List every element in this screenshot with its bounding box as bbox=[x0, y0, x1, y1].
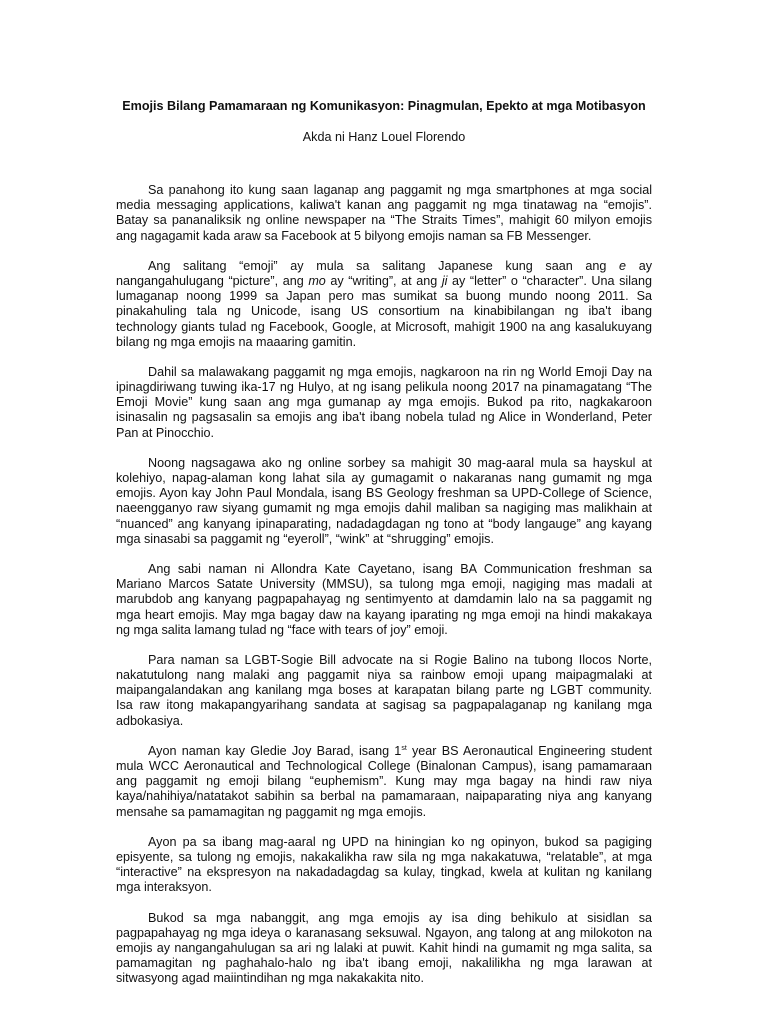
paragraph-line: ang paggamit ng emoji bilang “euphemism”. Kung may mga bagay na hindi raw niya bbox=[116, 774, 652, 789]
paragraph bbox=[116, 744, 652, 820]
paragraph-line: pamamagitan ng paghahalo-halo ng iba't ibang emoji, nakalilikha ng mga larawan at bbox=[116, 956, 652, 971]
paragraph-line: emojis. Ayon kay John Paul Mondala, isang BS Geology freshman sa UPD-College of Science, bbox=[116, 486, 652, 501]
paragraph bbox=[116, 835, 652, 896]
document-title: Emojis Bilang Pamamaraan ng Komunikasyon: Pinagmulan, Epekto at mga Motibasyon bbox=[122, 99, 646, 113]
paragraph bbox=[116, 365, 652, 441]
paragraph-line: Dahil sa malawakang paggamit ng mga emojis, nagkaroon na rin ng World Emoji Day na bbox=[148, 364, 652, 379]
paragraph-line: Bukod sa mga nabanggit, ang mga emojis ay isa ding behikulo at sisidlan sa bbox=[148, 910, 652, 925]
paragraph-line: sitwasyong agad maiintindihan ng mga nakakakita nito. bbox=[116, 971, 425, 986]
paragraph-line: Para naman sa LGBT-Sogie Bill advocate na si Rogie Balino na tubong Ilocos Norte, bbox=[148, 652, 652, 667]
paragraph-line: bilang ng mga emojis na maaaring gamitin. bbox=[116, 334, 357, 349]
paragraph bbox=[116, 653, 652, 729]
paragraph-line: lumaganap noong 1999 sa Japan pero mas sumikat sa buong mundo noong 2011. Sa bbox=[116, 289, 652, 304]
paragraph-line: isinasalin ng pagsasalin sa emojis ang iba't ibang nobela tulad ng Alice in Wonderland, Peter bbox=[116, 410, 652, 425]
paragraph-line: media messaging applications, kaliwa't kanan ang paggamit ng mga tinatawag na “emojis”. bbox=[116, 198, 652, 213]
paragraph-line: mga heart emojis. May mga bagay daw na kayang iparating ng mga emoji na hindi makakaya bbox=[116, 607, 652, 622]
paragraph-line: maipangalandakan ang kanilang mga boses at karapatan bilang parte ng LGBT community. bbox=[116, 683, 652, 698]
paragraph bbox=[116, 456, 652, 547]
paragraph-line: Mariano Marcos Satate University (MMSU), sa tulong mga emoji, nagiging mas madali at bbox=[116, 577, 652, 592]
paragraph-line: Noong nagsagawa ako ng online sorbey sa mahigit 30 mag-aaral mula sa hayskul at bbox=[148, 455, 652, 470]
paragraph-line: Ang salitang “emoji” ay mula sa salitang Japanese kung saan ang e ay bbox=[148, 258, 652, 273]
paragraph-line: technology giants tulad ng Facebook, Google, at Microsoft, mahigit 1900 na ang kasalukuyang bbox=[116, 319, 652, 334]
paragraph-line: mga interaksyon. bbox=[116, 880, 212, 895]
document-author: Akda ni Hanz Louel Florendo bbox=[302, 130, 466, 144]
paragraph bbox=[116, 183, 652, 244]
paragraph-line: Isa raw itong makapangyarihang sandata at sagisag sa pagpapalaganap ng kanilang mga bbox=[116, 698, 652, 713]
paragraph-line: mula WCC Aeronautical and Technological College (Binalonan Campus), isang pamamaraan bbox=[116, 759, 652, 773]
paragraph-line: marubdob ang kanyang pagpapahayag ng sentimyento at damdamin lalo na sa paggamit ng bbox=[116, 592, 652, 607]
paragraph-line: ipinagdiriwang tuwing ika-17 ng Hulyo, at ng isang pelikula noong 2017 na pinamagatang “The bbox=[116, 380, 652, 395]
paragraph-line: Ayon naman kay Gledie Joy Barad, isang 1st year BS Aeronautical Engineering student bbox=[148, 743, 652, 758]
paragraph-line: mga sinasabi sa paggamit ng “eyeroll”, “wink” at “shrugging” emojis. bbox=[116, 531, 494, 546]
paragraph bbox=[116, 259, 652, 350]
paragraph-line: episyente, sa tulong ng emojis, nakakalikha raw sila ng mga nakakatuwa, “relatable”, at mga bbox=[116, 849, 652, 864]
paragraph-line: mensahe sa pamamagitan ng paggamit ng mga emojis. bbox=[116, 804, 427, 819]
paragraph-line: pinakahuling tala ng Unicode, isang US consortium na kinabibilangan ng iba't ibang bbox=[116, 304, 652, 319]
paragraph-line: kolehiyo, napag-alaman kong lahat sila ay gumagamit o nakaranas nang gumamit ng mga bbox=[116, 471, 652, 485]
paragraph bbox=[116, 911, 652, 987]
paragraph-line: adbokasiya. bbox=[116, 713, 184, 728]
paragraph-line: nakatutulong nang malaki ang paggamit niya sa rainbow emoji upang maipagmalaki at bbox=[116, 668, 652, 683]
paragraph-line: Emoji Movie” kung saan ang mga gumanap ay mga emojis. Bukod pa rito, nagkakaroon bbox=[116, 395, 652, 410]
paragraph-line: naeengganyo raw siyang gumamit ng mga emojis dahil maliban sa nagiging mas malikhain at bbox=[116, 501, 652, 516]
paragraph-line: Pan at Pinocchio. bbox=[116, 425, 215, 440]
document-body bbox=[116, 183, 652, 1001]
paragraph-line: ang nagagamit kada araw sa Facebook at 5 bilyong emojis naman sa FB Messenger. bbox=[116, 228, 592, 243]
paragraph-line: Batay sa pananaliksik ng online newspaper na “The Straits Times”, mahigit 60 milyon emojis bbox=[116, 213, 652, 228]
paragraph-line: emojis ay nangangahulugan sa ari ng lalaki at puwit. Kahit hindi na gumamit ng mga salita, sa bbox=[116, 940, 652, 955]
paragraph-line: “interactive” na ekspresyon na nakadadagdag sa kulay, tingkad, kwela at kulitan ng kanilang bbox=[116, 865, 652, 880]
paragraph-line: Ayon pa sa ibang mag-aaral ng UPD na hiningian ko ng opinyon, bukod sa pagiging bbox=[148, 834, 652, 849]
paragraph-line: pagpapahayag ng mga ideya o karanasang seksuwal. Ngayon, ang talong at ang milokoton na bbox=[116, 925, 652, 940]
paragraph-line: “nuanced” ang kanyang ipinaparating, nadadagdagan ng tono at “body langauge” ang kayang bbox=[116, 516, 652, 531]
paragraph-line: Sa panahong ito kung saan laganap ang paggamit ng mga smartphones at mga social bbox=[148, 183, 652, 197]
paragraph-line: Ang sabi naman ni Allondra Kate Cayetano, isang BA Communication freshman sa bbox=[148, 561, 652, 576]
paragraph bbox=[116, 562, 652, 638]
paragraph-line: ng mga salita lamang tulad ng “face with tears of joy” emoji. bbox=[116, 622, 448, 637]
paragraph-line: nangangahulugang “picture”, ang mo ay “writing”, at ang ji ay “letter” o “character”. Una silang bbox=[116, 273, 652, 288]
paragraph-line: kaya/nahihiya/natatakot sabihin sa berbal na pamamaraan, naipaparating niya ang kanyang bbox=[116, 789, 652, 804]
